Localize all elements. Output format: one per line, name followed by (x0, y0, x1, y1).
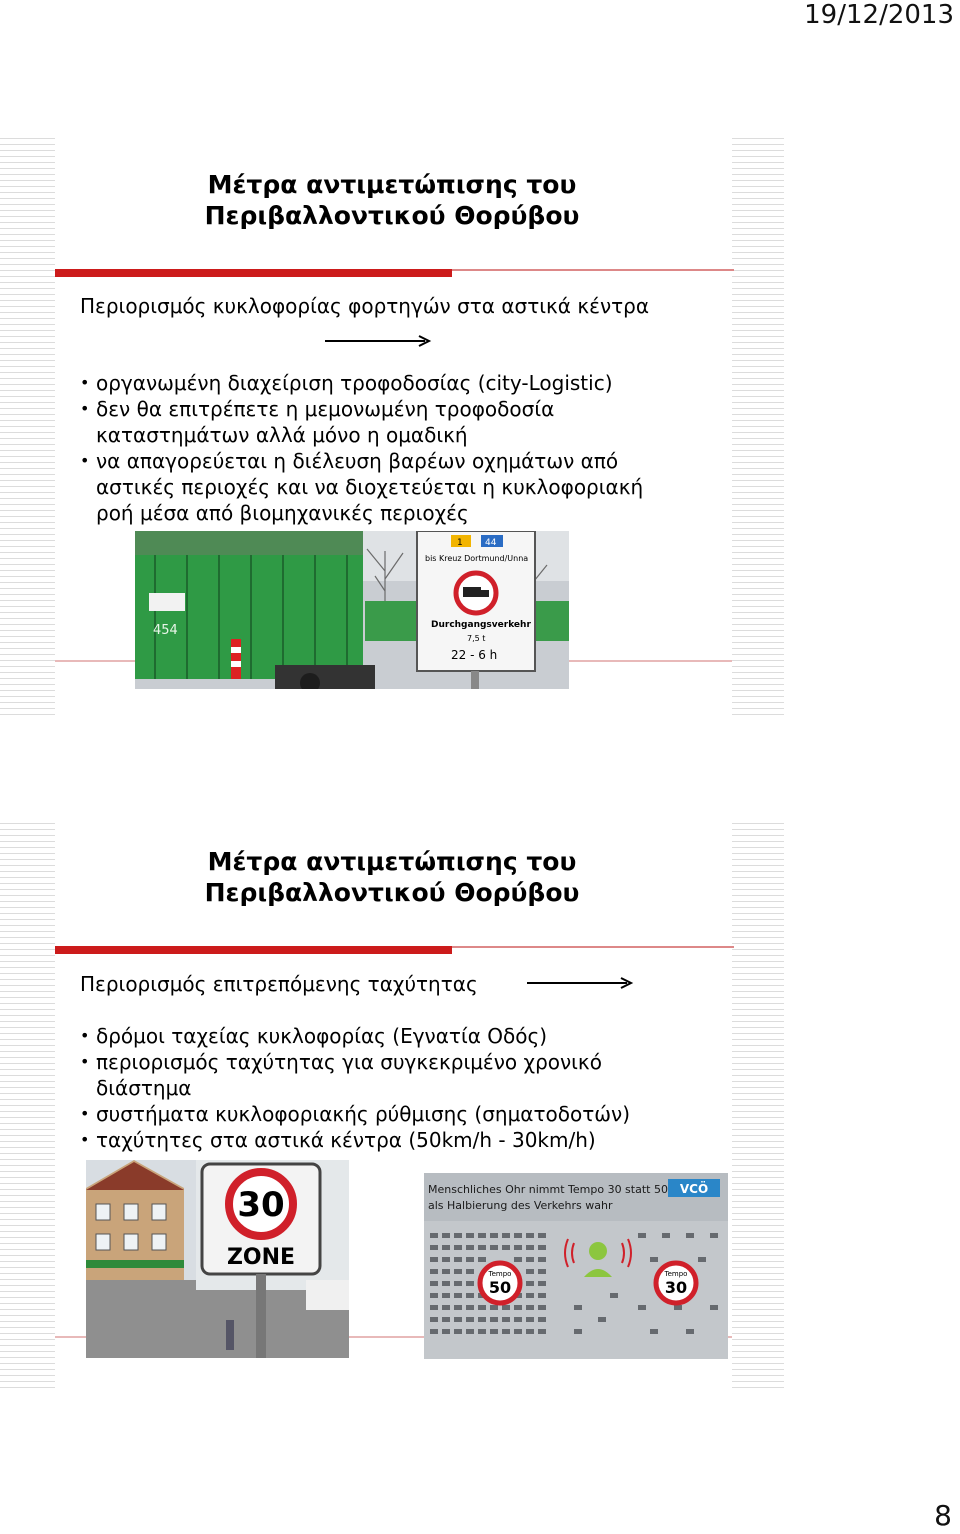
sign-line3-text: 7,5 t (467, 634, 486, 643)
slide-title (0, 846, 784, 908)
date-stamp: 19/12/2013 (804, 0, 954, 30)
sign-line2-text: Durchgangsverkehr (431, 620, 531, 630)
slide-title-line1: Μέτρα αντιμετώπισης του (207, 170, 577, 199)
arrow-right-icon (527, 976, 635, 990)
bullet-item: • συστήματα κυκλοφοριακής ρύθμισης (σηματοδοτών) (80, 1101, 680, 1127)
infographic-headline-2: als Halbierung des Verkehrs wahr (428, 1199, 613, 1212)
bullet-item: • δρόμοι ταχείας κυκλοφορίας (Εγνατία Οδός) (80, 1023, 680, 1049)
tempo-50-number: 50 (488, 1278, 512, 1297)
listener-icon (589, 1242, 607, 1260)
tempo-30-label: Tempo (664, 1270, 688, 1278)
slide-title (0, 169, 784, 231)
slide-title-line2: Περιβαλλοντικού Θορύβου (204, 201, 580, 230)
zone-sign-number: 30 (237, 1185, 285, 1225)
vco-logo-text: VCÖ (679, 1182, 709, 1196)
truck-sign-photo (135, 531, 569, 689)
slide-speed-limit (0, 818, 784, 1392)
truck-number-text: 454 (153, 623, 178, 638)
sign-line1-text: bis Kreuz Dortmund/Unna (425, 554, 529, 563)
title-underline-thin (452, 946, 734, 948)
bullet-list (80, 370, 680, 526)
slide-truck-restriction (0, 133, 784, 719)
bullet-item: • οργανωμένη διαχείριση τροφοδοσίας (city-Logistic) (80, 370, 680, 396)
bullet-item: • δεν θα επιτρέπετε η μεμονωμένη τροφοδοσία καταστημάτων αλλά μόνο η ομαδική (80, 396, 680, 448)
tempo-infographic (424, 1173, 728, 1359)
bullet-item: • να απαγορεύεται η διέλευση βαρέων οχημάτων από αστικές περιοχές και να διοχετεύεται η κυκλοφοριακή ροή μέσα από βιομηχανικές περιοχές (80, 448, 680, 526)
sign-route-1-text: 1 (457, 538, 463, 548)
zone-30-photo (86, 1160, 349, 1358)
slide-title-line2: Περιβαλλοντικού Θορύβου (204, 878, 580, 907)
tempo-30-number: 30 (664, 1278, 688, 1297)
sign-line4-text: 22 - 6 h (451, 648, 498, 662)
bullet-item: • ταχύτητες στα αστικά κέντρα (50km/h - 30km/h) (80, 1127, 680, 1153)
title-underline-red (55, 269, 452, 277)
arrow-right-icon (325, 334, 433, 348)
tempo-50-label: Tempo (488, 1270, 512, 1278)
slide-title-line1: Μέτρα αντιμετώπισης του (207, 847, 577, 876)
sign-route-2-text: 44 (485, 538, 497, 548)
title-underline-red (55, 946, 452, 954)
slide-subtitle: Περιορισμός επιτρεπόμενης ταχύτητας (80, 972, 478, 996)
zone-sign-text: ZONE (226, 1245, 296, 1270)
slide-subtitle: Περιορισμός κυκλοφορίας φορτηγών στα αστικά κέντρα (80, 294, 650, 318)
infographic-headline-1: Menschliches Ohr nimmt Tempo 30 statt 50 (428, 1183, 668, 1196)
bullet-item: • περιορισμός ταχύτητας για συγκεκριμένο χρονικό διάστημα (80, 1049, 680, 1101)
bullet-list (80, 1023, 680, 1153)
page-number: 8 (934, 1499, 952, 1532)
title-underline-thin (452, 269, 734, 271)
